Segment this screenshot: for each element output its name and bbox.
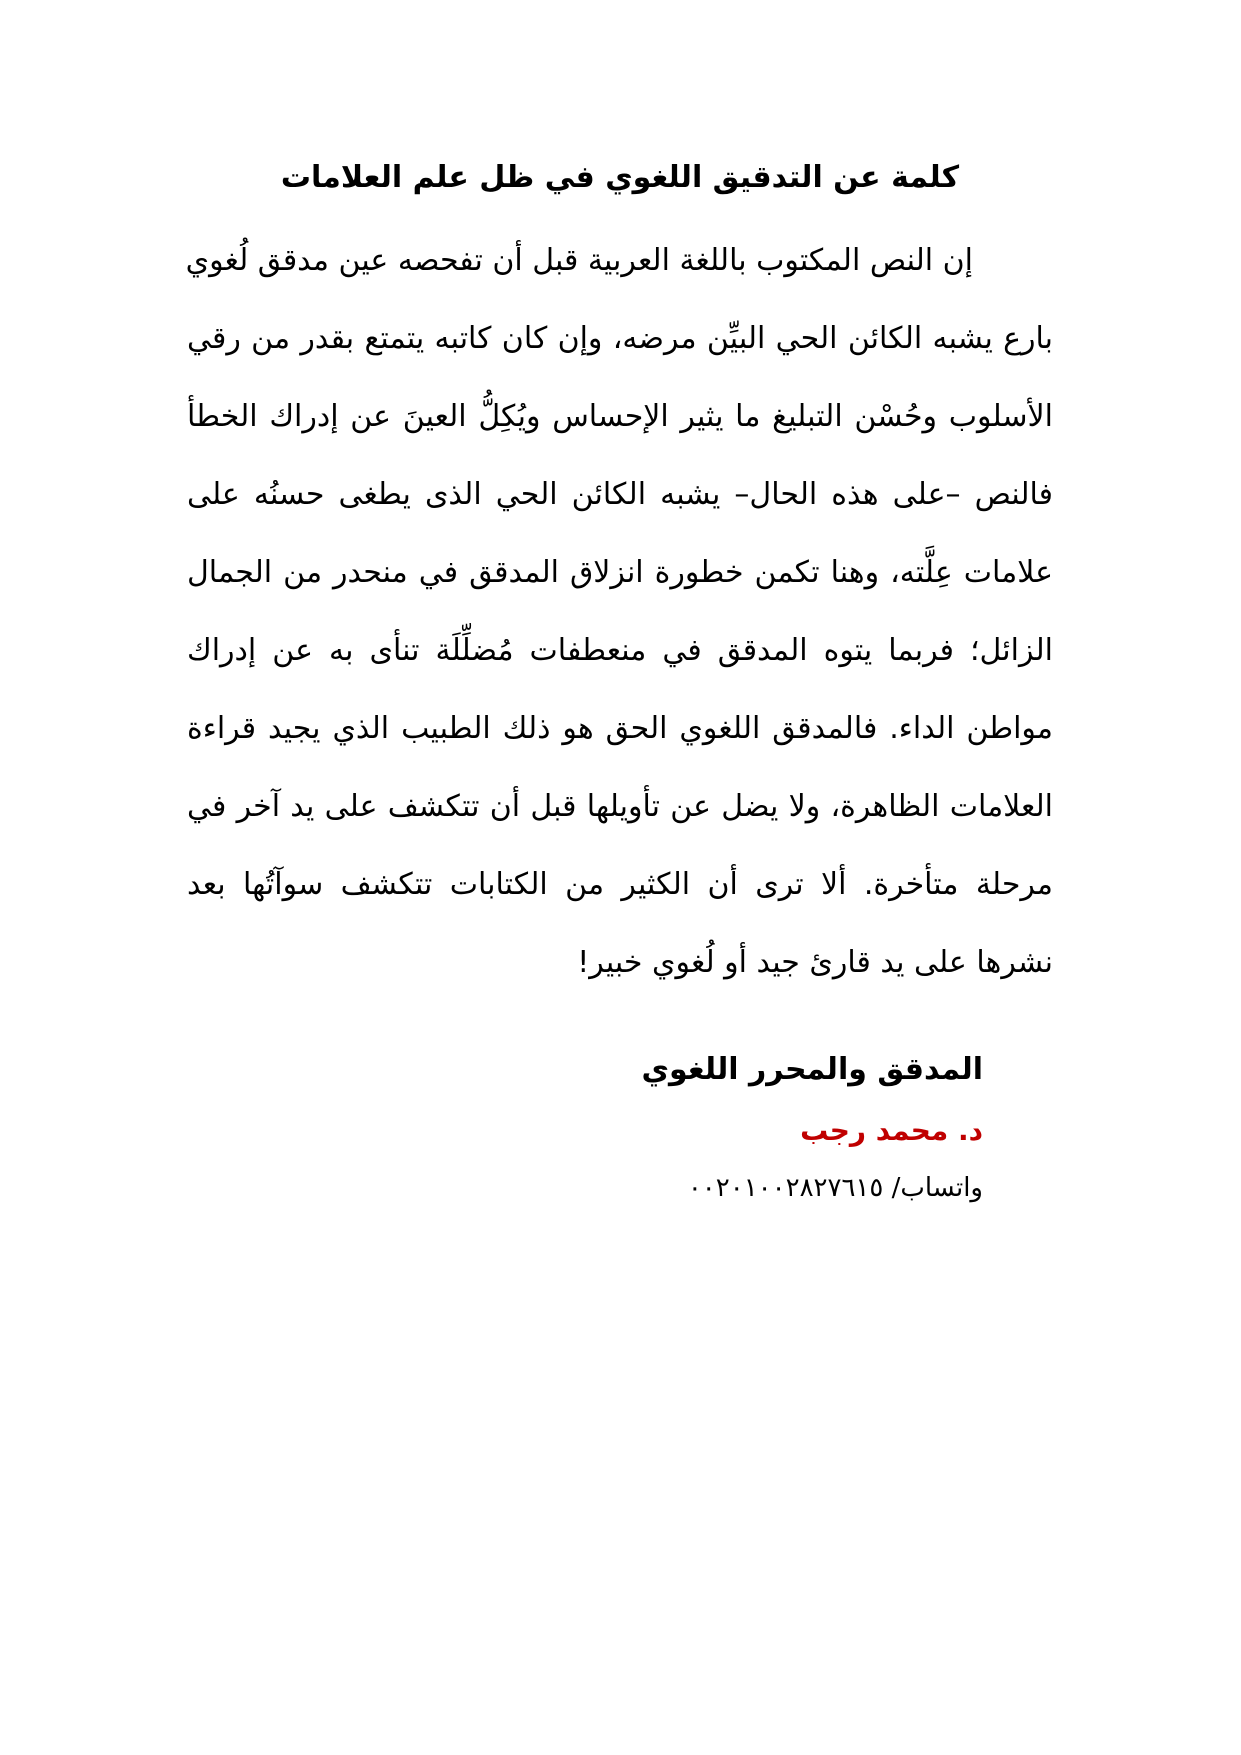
signature-block [642, 1050, 983, 1206]
signature-name: د. محمد رجب [800, 1114, 983, 1147]
body-line: مرحلة متأخرة. ألا ترى أن الكثير من الكتابات تتكشف سوآتُها بعد [187, 867, 1053, 902]
body-line: الأسلوب وحُسْن التبليغ ما يثير الإحساس ويُكِلُّ العينَ عن إدراك الخطأ [187, 399, 1053, 434]
body-line: نشرها على يد قارئ جيد أو لُغوي خبير! [577, 945, 1053, 980]
body-line: الزائل؛ فربما يتوه المدقق في منعطفات مُضلِّلَة تنأى به عن إدراك [187, 633, 1053, 668]
body-line: علامات عِلَّته، وهنا تكمن خطورة انزلاق المدقق في منحدر من الجمال [187, 555, 1053, 590]
signature-role: المدقق والمحرر اللغوي [641, 1052, 983, 1087]
body-line: إن النص المكتوب باللغة العربية قبل أن تفحصه عين مدقق لُغوي [185, 243, 973, 278]
body-line: مواطن الداء. فالمدقق اللغوي الحق هو ذلك الطبيب الذي يجيد قراءة [187, 711, 1053, 746]
body-line: فالنص –على هذه الحال– يشبه الكائن الحي الذى يطغى حسنُه على [187, 477, 1053, 512]
body-line: بارع يشبه الكائن الحي البيِّن مرضه، وإن كان كاتبه يتمتع بقدر من رقي [187, 321, 1053, 356]
document-title: كلمة عن التدقيق اللغوي في ظل علم العلامات [280, 160, 960, 195]
signature-contact: واتساب/ ٠٠٢٠١٠٠٢٨٢٧٦١٥ [687, 1173, 983, 1203]
body-line: العلامات الظاهرة، ولا يضل عن تأويلها قبل أن تتكشف على يد آخر في [187, 789, 1053, 824]
body-paragraph [187, 240, 1053, 1020]
